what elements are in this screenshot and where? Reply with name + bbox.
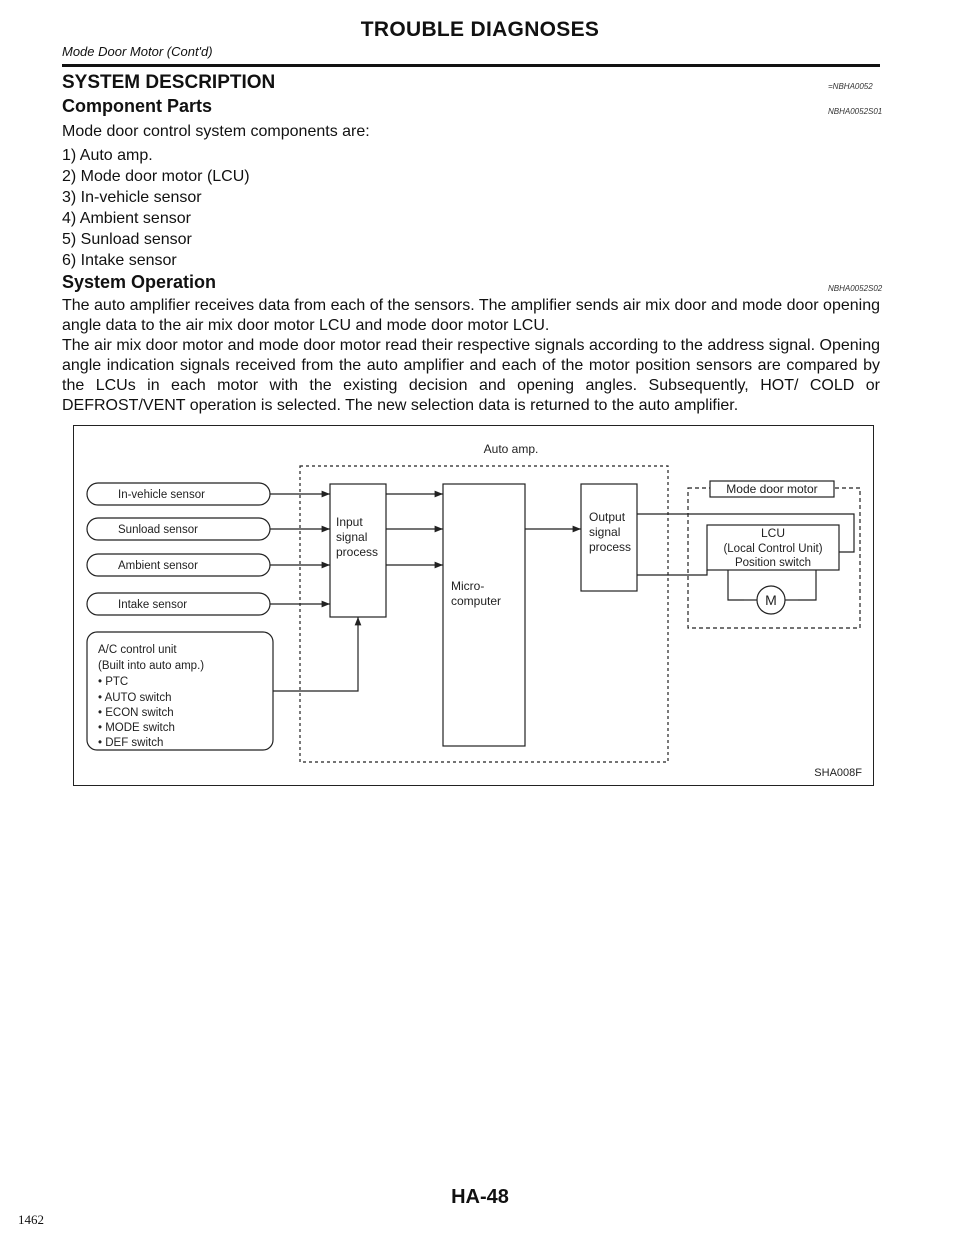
component-parts-intro: Mode door control system components are:: [62, 123, 370, 140]
sensor-ambient: Ambient sensor: [118, 560, 198, 572]
component-parts-heading: Component Parts: [62, 96, 213, 116]
motor-icon: M: [765, 592, 777, 608]
section-subtitle: Mode Door Motor (Cont'd): [62, 44, 213, 59]
component-parts-ref: NBHA0052S01: [828, 107, 883, 116]
ac-unit-line-7: • DEF switch: [98, 737, 164, 749]
ac-unit-line-4: • AUTO switch: [98, 692, 172, 704]
output-block-line-3: process: [589, 540, 632, 554]
sensor-sunload: Sunload sensor: [118, 524, 198, 536]
ac-unit-line-6: • MODE switch: [98, 722, 175, 734]
sensor-in-vehicle: In-vehicle sensor: [118, 489, 205, 501]
mode-door-motor-label: Mode door motor: [726, 482, 818, 496]
ac-unit-line-5: • ECON switch: [98, 707, 174, 719]
sensor-intake: Intake sensor: [118, 599, 188, 611]
list-item: 3) In-vehicle sensor: [62, 189, 202, 206]
output-block-line-2: signal: [589, 525, 621, 539]
paragraph: The auto amplifier receives data from each of the sensors. The amplifier sends air mix door and mode door opening angle data to the air mix door motor LCU and mode door motor LCU.: [62, 297, 880, 334]
header-rule: [62, 64, 880, 67]
page-title: TROUBLE DIAGNOSES: [360, 18, 600, 41]
system-operation-ref: NBHA0052S02: [828, 284, 883, 293]
lcu-line-2: (Local Control Unit): [723, 543, 823, 555]
lcu-line-1: LCU: [760, 526, 786, 540]
ac-unit-line-3: • PTC: [98, 676, 129, 688]
system-operation-heading: System Operation: [62, 272, 217, 292]
output-block-line-1: Output: [589, 510, 626, 524]
figure-id: SHA008F: [814, 767, 862, 779]
input-block-line-2: signal: [336, 530, 368, 544]
system-diagram: [73, 425, 874, 786]
auto-amp-label: Auto amp.: [483, 442, 539, 456]
list-item: 5) Sunload sensor: [62, 231, 192, 248]
micro-block-line-2: computer: [451, 594, 502, 608]
paragraph: The air mix door motor and mode door motor read their respective signals according to the address signal. Opening angle indication signals received from the auto amplifier and each of the motor position sensors are compared by the LCUs in each motor with the existing decision and opening angles. Subsequently, HOT/ COLD or DEFROST/VENT operation is selected. The new selection data is returned to the auto amplifier.: [62, 337, 880, 414]
system-description-heading: SYSTEM DESCRIPTION: [62, 72, 276, 93]
print-number: 1462: [18, 1212, 44, 1227]
list-item: 6) Intake sensor: [62, 252, 177, 269]
component-list: [62, 145, 250, 271]
lcu-line-3: Position switch: [734, 557, 812, 569]
list-item: 1) Auto amp.: [62, 147, 153, 164]
input-block-line-3: process: [336, 545, 379, 559]
list-item: 2) Mode door motor (LCU): [62, 168, 250, 185]
input-block-line-1: Input: [336, 515, 363, 529]
page-number: HA-48: [451, 1186, 509, 1208]
ac-unit-line-1: A/C control unit: [98, 644, 177, 656]
list-item: 4) Ambient sensor: [62, 210, 191, 227]
system-operation-text: [62, 296, 880, 416]
micro-block-line-1: Micro-: [451, 579, 485, 593]
system-description-ref: =NBHA0052: [828, 82, 873, 91]
ac-unit-line-2: (Built into auto amp.): [98, 660, 205, 672]
